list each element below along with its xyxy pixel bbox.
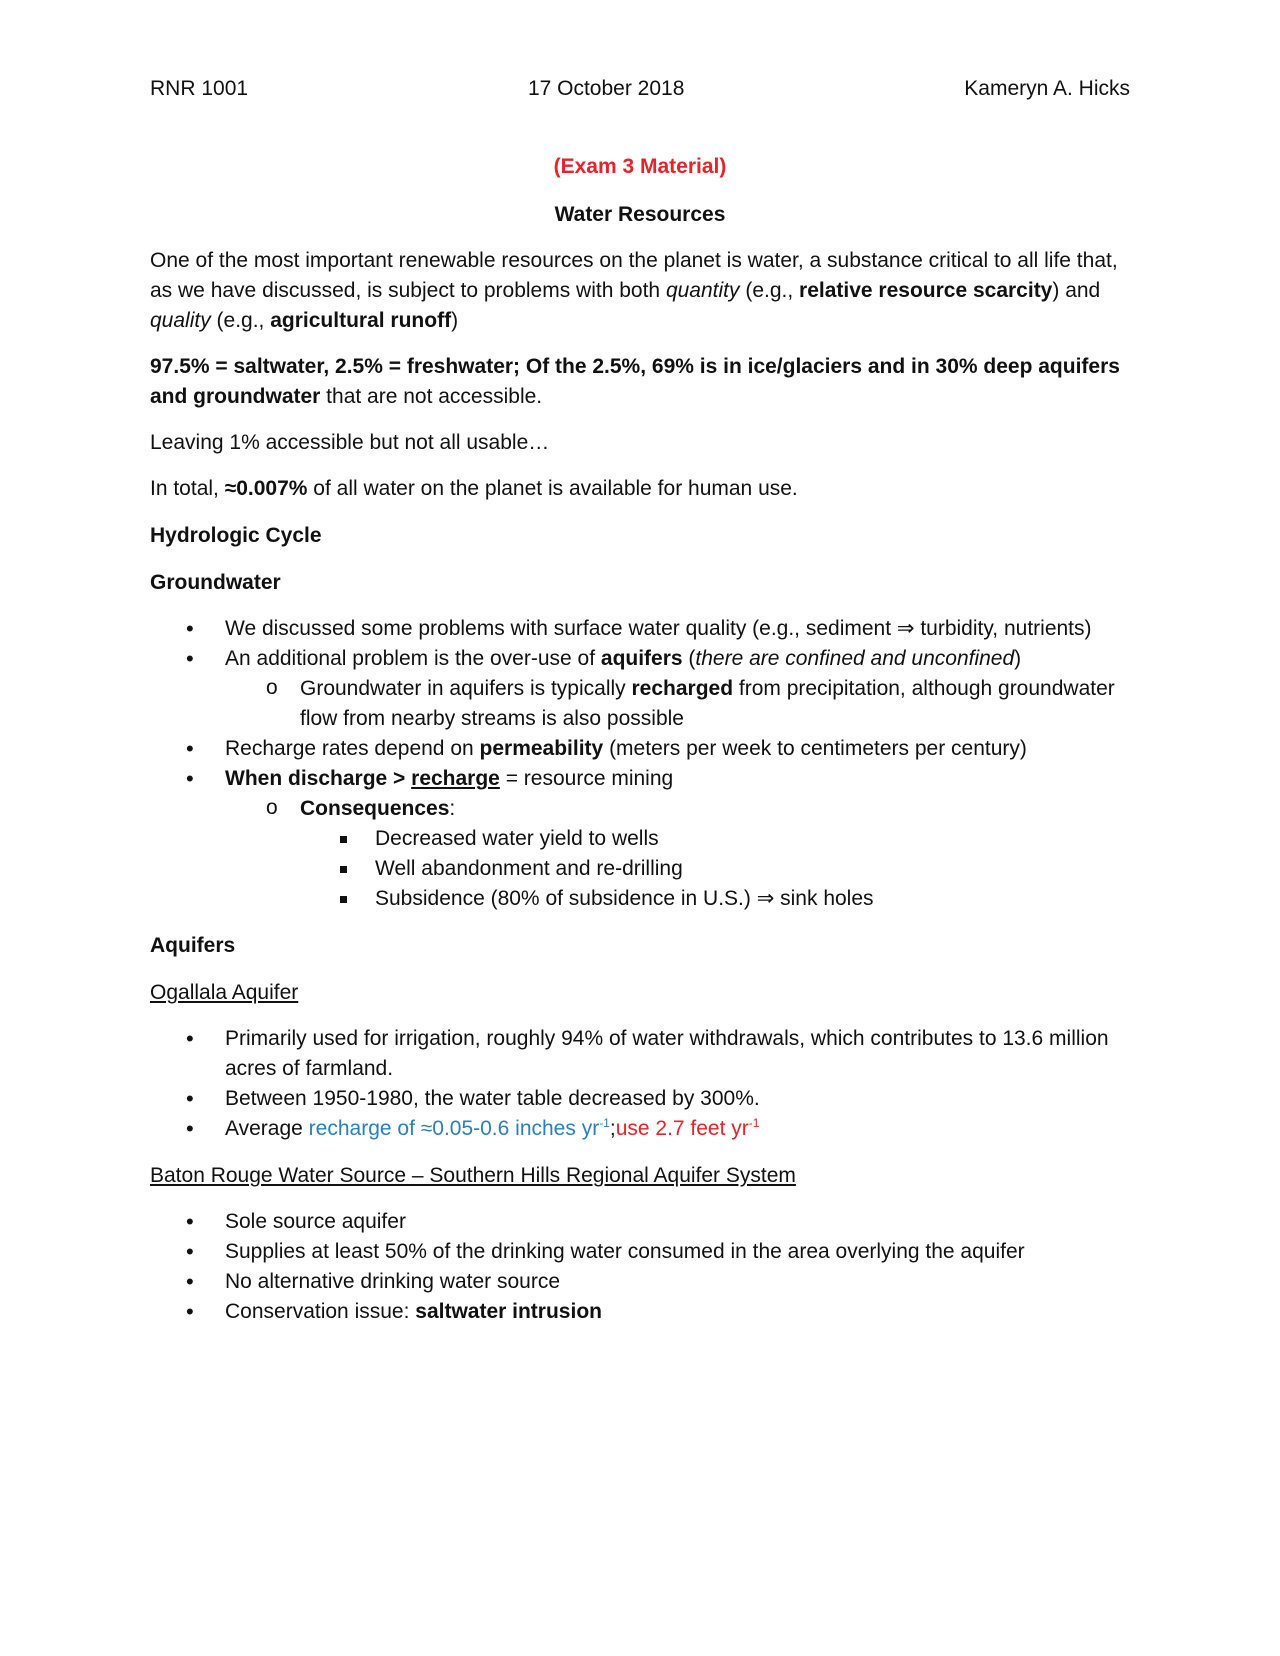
- page-header: [150, 74, 1130, 104]
- aquifers-heading: Aquifers: [150, 934, 236, 957]
- aquifers-term: aquifers: [600, 647, 683, 670]
- author-name: Kameryn A. Hicks: [964, 77, 1130, 100]
- intro-text-1: One of the most important renewable resources on the planet is water, a substance critical to all life that, as we have discussed, is subject to problems with both: [150, 249, 1118, 302]
- header-date: 17 October 2018: [527, 77, 685, 100]
- intro-runoff: agricultural runoff: [270, 309, 452, 332]
- intro-quantity: quantity: [665, 279, 740, 302]
- list-item: [150, 1297, 1130, 1327]
- exam-label: (Exam 3 Material): [553, 155, 727, 178]
- groundwater-bullet-2-end: ): [1014, 647, 1022, 670]
- list-item: • Between 1950-1980, the water table decreased by 300%.: [150, 1084, 1130, 1114]
- recharged-term: recharged: [631, 677, 734, 700]
- total-paragraph: [150, 474, 1130, 504]
- saltwater-intrusion-term: saltwater intrusion: [415, 1300, 602, 1323]
- intro-text-4: (e.g.,: [210, 309, 271, 332]
- permeability-term: permeability: [479, 737, 604, 760]
- recharge-term: recharge: [411, 767, 500, 790]
- recharge-sub-pre: Groundwater in aquifers is typically: [300, 677, 632, 700]
- groundwater-bullet-3-post: (meters per week to centimeters per century): [603, 737, 1027, 760]
- consequences-label: Consequences: [300, 797, 450, 820]
- use-rate-text: use 2.7 feet yr: [615, 1117, 749, 1140]
- groundwater-bullet-4-post: = resource mining: [499, 767, 674, 790]
- water-split-paragraph: [150, 352, 1130, 412]
- recharge-sublist: [225, 674, 1130, 734]
- baton-rouge-list: [150, 1207, 1130, 1327]
- groundwater-list: [150, 614, 1130, 914]
- intro-paragraph: [150, 246, 1130, 336]
- recharge-rate-text: recharge of ≈0.05-0.6 inches yr: [308, 1117, 600, 1140]
- use-rate-exponent: -1: [748, 1116, 760, 1130]
- list-item: [150, 614, 1130, 644]
- list-item: Well abandonment and re-drilling: [150, 854, 1130, 884]
- hydrologic-cycle-heading: Hydrologic Cycle: [150, 524, 322, 547]
- groundwater-bullet-2-pre: An additional problem is the over-use of: [225, 647, 601, 670]
- water-split-rest: that are not accessible.: [320, 385, 543, 408]
- discharge-term: When discharge >: [225, 767, 412, 790]
- course-code: RNR 1001: [150, 77, 249, 100]
- groundwater-heading: Groundwater: [150, 571, 281, 594]
- document-title: Water Resources: [554, 203, 726, 226]
- list-item: • Primarily used for irrigation, roughly 94% of water withdrawals, which contributes to 13.6 million acres of farmland.: [150, 1024, 1130, 1084]
- list-item: • Sole source aquifer: [150, 1207, 1130, 1237]
- list-item: Decreased water yield to wells: [150, 824, 1130, 854]
- groundwater-bullet-1: We discussed some problems with surface water quality (e.g., sediment ⇒ turbidity, nutrients): [225, 617, 1092, 640]
- ogallala-b3-pre: Average: [225, 1117, 309, 1140]
- list-item: • Supplies at least 50% of the drinking water consumed in the area overlying the aquifer: [150, 1237, 1130, 1267]
- recharge-sub-post: from precipitation, although groundwater flow from nearby streams is also possible: [300, 677, 1115, 730]
- baton-rouge-heading: Baton Rouge Water Source – Southern Hills Regional Aquifer System: [150, 1164, 796, 1187]
- list-item: [150, 674, 1130, 734]
- accessible-paragraph: Leaving 1% accessible but not all usable…: [150, 431, 550, 454]
- ogallala-list: [150, 1024, 1130, 1144]
- use-rate: [616, 1117, 760, 1140]
- total-value: ≈0.007%: [224, 477, 308, 500]
- list-item: [150, 734, 1130, 764]
- water-split-bold: 97.5% = saltwater, 2.5% = freshwater; Of the 2.5%, 69% is in ice/glaciers and in 30% deep aquifers and groundwater: [150, 355, 1120, 408]
- ogallala-heading: Ogallala Aquifer: [150, 981, 299, 1004]
- total-pre: In total,: [150, 477, 225, 500]
- intro-scarcity: relative resource scarcity: [799, 279, 1053, 302]
- recharge-rate: [309, 1117, 610, 1140]
- groundwater-bullet-3-pre: Recharge rates depend on: [225, 737, 480, 760]
- intro-quality: quality: [150, 309, 211, 332]
- recharge-rate-exponent: -1: [599, 1116, 610, 1130]
- document-page: [150, 74, 1130, 1327]
- list-item: [150, 1114, 1130, 1144]
- list-item: • No alternative drinking water source: [150, 1267, 1130, 1297]
- list-item: Subsidence (80% of subsidence in U.S.) ⇒ sink holes: [150, 884, 1130, 914]
- consequences-colon: :: [449, 797, 456, 820]
- confined-note: there are confined and unconfined: [695, 647, 1015, 670]
- intro-text-2: (e.g.,: [739, 279, 800, 302]
- conservation-pre: Conservation issue:: [225, 1300, 416, 1323]
- groundwater-bullet-2-mid: (: [682, 647, 696, 670]
- intro-text-3: ) and: [1052, 279, 1101, 302]
- consequences-sublist: [225, 794, 1130, 914]
- ogallala-b3-sep: ;: [609, 1117, 616, 1140]
- intro-text-5: ): [451, 309, 459, 332]
- total-post: of all water on the planet is available for human use.: [307, 477, 798, 500]
- list-item: [150, 644, 1130, 734]
- consequences-list: [300, 824, 1130, 914]
- list-item: [150, 764, 1130, 914]
- list-item: [150, 794, 1130, 914]
